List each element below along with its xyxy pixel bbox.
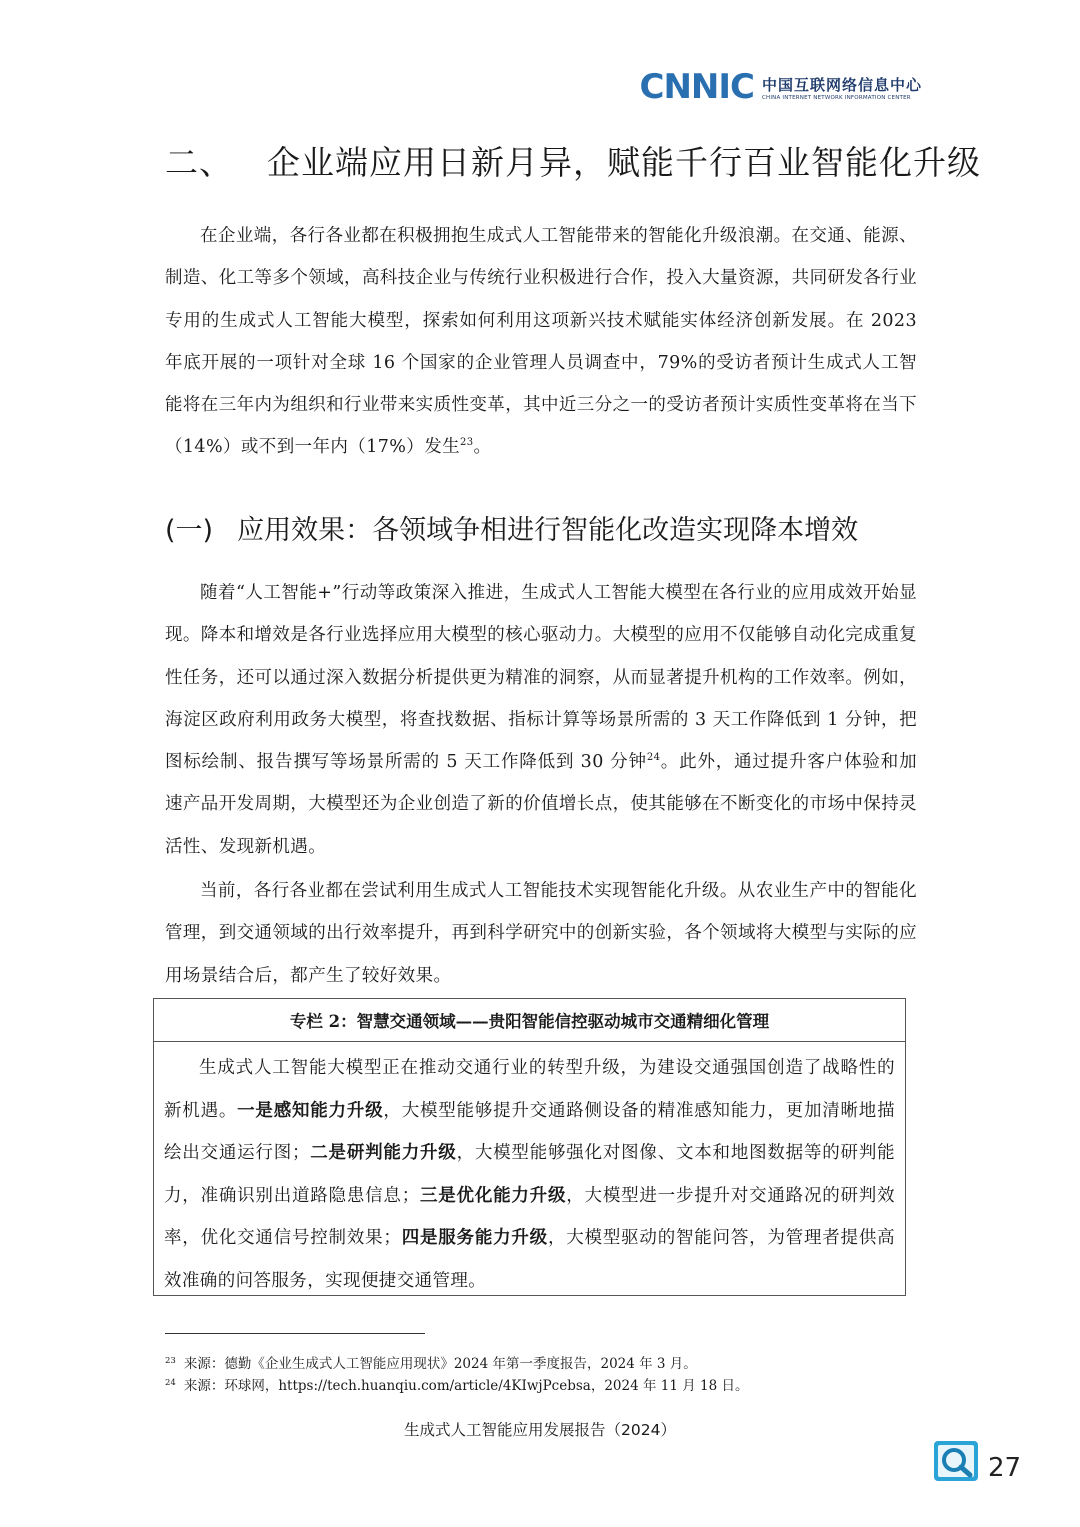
subsection-heading <box>165 508 858 547</box>
sidebar-box <box>153 998 906 1296</box>
footnote-text: 来源：德勤《企业生成式人工智能应用现状》2024 年第一季度报告，2024 年 3 月。 <box>183 1356 697 1372</box>
box-text: 生成式人工智能大模型正在推动交通行业的转型升级，为建设交通强国创造了战略性的新机遇。 <box>164 1058 895 1121</box>
intro-paragraph <box>165 215 917 469</box>
page-number: 27 <box>988 1453 1022 1483</box>
report-title-footer: 生成式人工智能应用发展报告（2024） <box>404 1421 676 1439</box>
footnote-ref-24[interactable]: 24 <box>646 752 661 764</box>
footnote-number: 24 <box>165 1377 176 1388</box>
body-paragraph-2 <box>165 572 917 868</box>
footnote-text: 来源：环球网，https://tech.huanqiu.com/article/4KIwjPcebsa，2024 年 11 月 18 日。 <box>183 1378 749 1394</box>
box-bold-point: 四是服务能力升级 <box>401 1228 548 1248</box>
box-title: 专栏 2：智慧交通领域——贵阳智能信控驱动城市交通精细化管理 <box>154 999 905 1042</box>
intro-tail: 。 <box>473 437 492 458</box>
box-text: ，大模型能够强化对图像、文本和地图数据等的研判能力，准确识别出道路隐患信息； <box>164 1143 895 1206</box>
cnnic-logo-mark: CNNIC <box>639 67 754 107</box>
box-text: ，大模型能够提升交通路侧设备的精准感知能力，更加清晰地描绘出交通运行图； <box>164 1100 895 1163</box>
footnote-ref-23[interactable]: 23 <box>460 437 474 449</box>
subsection-number: (一) <box>165 515 214 546</box>
subsection-title: 应用效果：各领域争相进行智能化改造实现降本增效 <box>237 515 859 546</box>
footnote-number: 23 <box>165 1355 176 1366</box>
logo-chinese-name: 中国互联网络信息中心 <box>761 75 922 94</box>
body-paragraph-3 <box>165 870 917 997</box>
box-text: ，大模型进一步提升对交通路况的研判效率，优化交通信号控制效果； <box>164 1185 895 1248</box>
logo-text <box>762 74 922 101</box>
box-text: ，大模型驱动的智能问答，为管理者提供高效准确的问答服务，实现便捷交通管理。 <box>164 1228 895 1291</box>
section-number: 二、 <box>165 143 233 182</box>
box-bold-point: 二是研判能力升级 <box>309 1143 457 1163</box>
footnote-divider <box>165 1333 425 1334</box>
box-bold-point: 三是优化能力升级 <box>419 1185 567 1206</box>
header-logo <box>639 67 922 107</box>
box-body <box>154 1042 905 1302</box>
report-magnifier-icon <box>933 1440 979 1482</box>
logo-english-name: CHINA INTERNET NETWORK INFORMATION CENTER <box>761 94 911 101</box>
footnote-24 <box>165 1377 749 1395</box>
section-heading <box>165 137 981 184</box>
para2-tail: 。此外，通过提升客户体验和加速产品开发周期，大模型还为企业创造了新的价值增长点，使其能够在不断变化的市场中保持灵活性、发现新机遇。 <box>165 752 917 857</box>
intro-text: 在企业端，各行各业都在积极拥抱生成式人工智能带来的智能化升级浪潮。在交通、能源、制造、化工等多个领域，高科技企业与传统行业积极进行合作，投入大量资源，共同研发各行业专用的生成式人工智能大模型，探索如何利用这项新兴技术赋能实体经济创新发展。在 2023 年底开展的一项针对全球 16 个国家的企业管理人员调查中，79%的受访者预计生成式人工智能将在三年内为组织和行业带来实质性变革，其中近三分之一的受访者预计实质性变革将在当下（14%）或不到一年内（17%）发生 <box>165 226 917 458</box>
para3-text: 当前，各行各业都在尝试利用生成式人工智能技术实现智能化升级。从农业生产中的智能化管理，到交通领域的出行效率提升，再到科学研究中的创新实验，各个领域将大模型与实际的应用场景结合后，都产生了较好效果。 <box>165 881 917 986</box>
box-bold-point: 一是感知能力升级 <box>237 1100 384 1121</box>
para2-text: 随着“人工智能+”行动等政策深入推进，生成式人工智能大模型在各行业的应用成效开始显现。降本和增效是各行业选择应用大模型的核心驱动力。大模型的应用不仅能够自动化完成重复性任务，还可以通过深入数据分析提供更为精准的洞察，从而显著提升机构的工作效率。例如，海淀区政府利用政务大模型，将查找数据、指标计算等场景所需的 3 天工作降低到 1 分钟，把图标绘制、报告撰写等场景所需的 5 天工作降低到 30 分钟 <box>165 583 917 773</box>
footnote-23 <box>165 1355 697 1373</box>
section-title: 企业端应用日新月异，赋能千行百业智能化升级 <box>267 143 981 182</box>
